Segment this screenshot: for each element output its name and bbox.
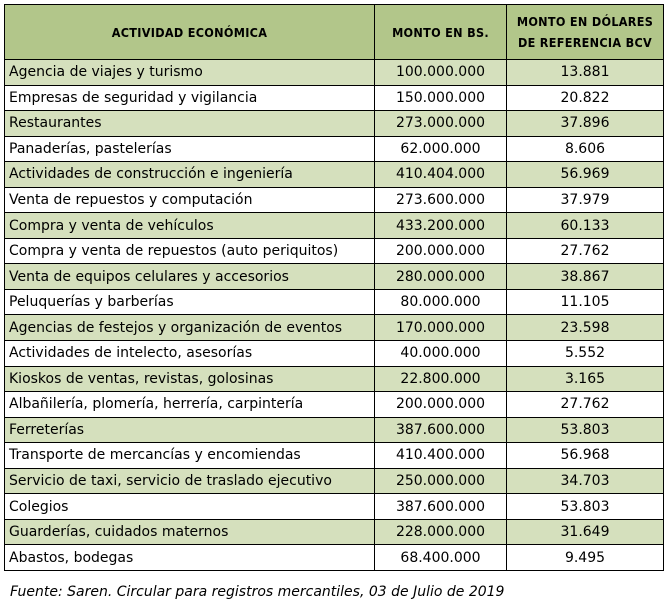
cell-amount-usd: 60.133 xyxy=(507,213,664,239)
cell-amount-bs: 80.000.000 xyxy=(375,289,507,315)
cell-amount-bs: 280.000.000 xyxy=(375,264,507,290)
table-header-row xyxy=(5,5,664,60)
cell-activity: Compra y venta de repuestos (auto periquitos) xyxy=(5,238,375,264)
cell-activity: Empresas de seguridad y vigilancia xyxy=(5,85,375,111)
cell-activity: Peluquerías y barberías xyxy=(5,289,375,315)
cell-amount-usd: 37.979 xyxy=(507,187,664,213)
cell-amount-bs: 387.600.000 xyxy=(375,417,507,443)
cell-amount-bs: 387.600.000 xyxy=(375,494,507,520)
cell-amount-bs: 40.000.000 xyxy=(375,341,507,367)
table-row xyxy=(5,264,664,290)
cell-amount-usd: 8.606 xyxy=(507,136,664,162)
table-row xyxy=(5,60,664,86)
cell-activity: Guarderías, cuidados maternos xyxy=(5,519,375,545)
header-activity: ACTIVIDAD ECONÓMICA xyxy=(5,5,375,60)
activity-fee-table-container xyxy=(4,4,663,571)
table-row xyxy=(5,494,664,520)
header-amount-bs: MONTO EN BS. xyxy=(375,5,507,60)
cell-amount-bs: 62.000.000 xyxy=(375,136,507,162)
cell-amount-usd: 53.803 xyxy=(507,417,664,443)
cell-activity: Agencias de festejos y organización de eventos xyxy=(5,315,375,341)
header-amount-usd xyxy=(507,5,664,60)
cell-amount-usd: 13.881 xyxy=(507,60,664,86)
cell-activity: Ferreterías xyxy=(5,417,375,443)
cell-amount-usd: 27.762 xyxy=(507,392,664,418)
table-row xyxy=(5,417,664,443)
cell-activity: Kioskos de ventas, revistas, golosinas xyxy=(5,366,375,392)
cell-amount-bs: 100.000.000 xyxy=(375,60,507,86)
table-row xyxy=(5,213,664,239)
cell-activity: Actividades de intelecto, asesorías xyxy=(5,341,375,367)
cell-amount-bs: 170.000.000 xyxy=(375,315,507,341)
table-row xyxy=(5,162,664,188)
cell-activity: Restaurantes xyxy=(5,111,375,137)
cell-activity: Abastos, bodegas xyxy=(5,545,375,571)
cell-amount-bs: 410.404.000 xyxy=(375,162,507,188)
cell-amount-bs: 200.000.000 xyxy=(375,238,507,264)
cell-amount-bs: 228.000.000 xyxy=(375,519,507,545)
table-row xyxy=(5,443,664,469)
cell-amount-usd: 31.649 xyxy=(507,519,664,545)
cell-amount-usd: 3.165 xyxy=(507,366,664,392)
source-note: Fuente: Saren. Circular para registros mercantiles, 03 de Julio de 2019 xyxy=(10,584,505,600)
cell-amount-bs: 273.600.000 xyxy=(375,187,507,213)
cell-amount-bs: 273.000.000 xyxy=(375,111,507,137)
table-row xyxy=(5,341,664,367)
cell-amount-bs: 22.800.000 xyxy=(375,366,507,392)
cell-activity: Venta de repuestos y computación xyxy=(5,187,375,213)
table-row xyxy=(5,545,664,571)
cell-amount-bs: 250.000.000 xyxy=(375,468,507,494)
table-row xyxy=(5,315,664,341)
cell-amount-usd: 27.762 xyxy=(507,238,664,264)
cell-amount-usd: 38.867 xyxy=(507,264,664,290)
cell-amount-usd: 9.495 xyxy=(507,545,664,571)
table-row xyxy=(5,187,664,213)
cell-amount-bs: 410.400.000 xyxy=(375,443,507,469)
cell-amount-bs: 68.400.000 xyxy=(375,545,507,571)
cell-amount-usd: 56.969 xyxy=(507,162,664,188)
table-row xyxy=(5,519,664,545)
cell-amount-usd: 23.598 xyxy=(507,315,664,341)
cell-amount-usd: 11.105 xyxy=(507,289,664,315)
cell-activity: Compra y venta de vehículos xyxy=(5,213,375,239)
cell-activity: Agencia de viajes y turismo xyxy=(5,60,375,86)
cell-amount-usd: 34.703 xyxy=(507,468,664,494)
table-row xyxy=(5,238,664,264)
cell-amount-bs: 200.000.000 xyxy=(375,392,507,418)
table-row xyxy=(5,136,664,162)
cell-amount-usd: 5.552 xyxy=(507,341,664,367)
activity-fee-table xyxy=(4,4,664,571)
cell-activity: Panaderías, pastelerías xyxy=(5,136,375,162)
cell-activity: Albañilería, plomería, herrería, carpintería xyxy=(5,392,375,418)
header-amount-usd-line1: MONTO EN DÓLARES xyxy=(516,14,654,29)
table-row xyxy=(5,85,664,111)
cell-amount-bs: 150.000.000 xyxy=(375,85,507,111)
cell-activity: Actividades de construcción e ingeniería xyxy=(5,162,375,188)
table-body xyxy=(5,60,664,571)
table-row xyxy=(5,366,664,392)
cell-amount-usd: 56.968 xyxy=(507,443,664,469)
table-row xyxy=(5,289,664,315)
cell-amount-usd: 53.803 xyxy=(507,494,664,520)
table-row xyxy=(5,468,664,494)
table-row xyxy=(5,111,664,137)
cell-amount-usd: 37.896 xyxy=(507,111,664,137)
cell-activity: Colegios xyxy=(5,494,375,520)
cell-amount-usd: 20.822 xyxy=(507,85,664,111)
cell-activity: Venta de equipos celulares y accesorios xyxy=(5,264,375,290)
cell-activity: Transporte de mercancías y encomiendas xyxy=(5,443,375,469)
table-row xyxy=(5,392,664,418)
header-amount-usd-line2: DE REFERENCIA BCV xyxy=(517,35,653,50)
cell-amount-bs: 433.200.000 xyxy=(375,213,507,239)
cell-activity: Servicio de taxi, servicio de traslado ejecutivo xyxy=(5,468,375,494)
